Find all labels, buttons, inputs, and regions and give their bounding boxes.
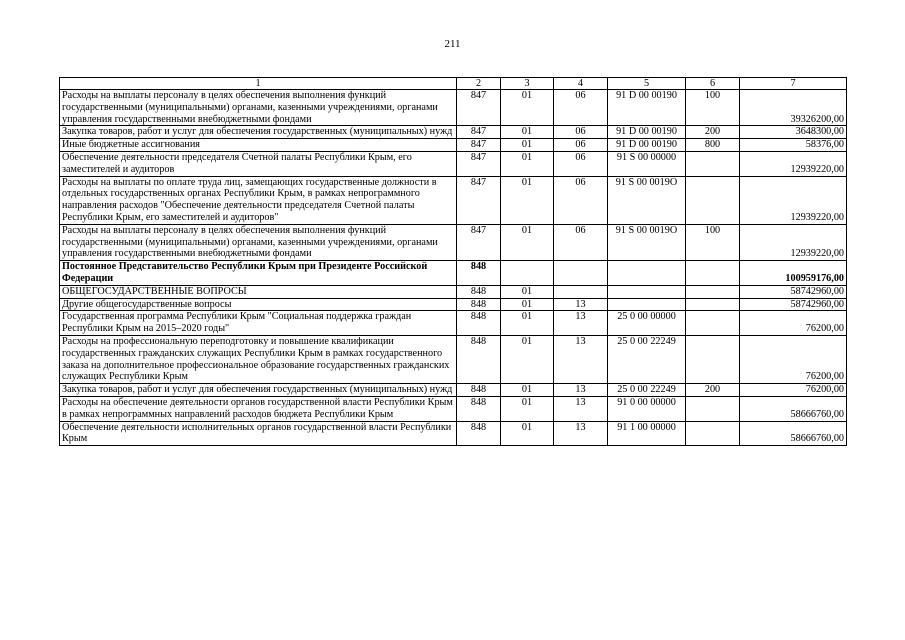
cell-name: Расходы на выплаты персоналу в целях обеспечения выполнения функций государственными (муниципальными) органами, казенными учреждениями, органами управления государственными внебюджетными фондами bbox=[60, 90, 457, 126]
cell-name: Обеспечение деятельности председателя Счетной палаты Республики Крым, его заместителей и аудиторов bbox=[60, 151, 457, 176]
table-row bbox=[60, 261, 847, 286]
cell-subsection: 13 bbox=[554, 396, 608, 421]
cell-section: 01 bbox=[501, 311, 554, 336]
cell-ministry-code: 848 bbox=[457, 335, 501, 383]
table-row bbox=[60, 139, 847, 152]
cell-ministry-code: 847 bbox=[457, 176, 501, 224]
cell-target-article bbox=[608, 285, 686, 298]
cell-target-article: 91 S 00 0019O bbox=[608, 176, 686, 224]
header-cell: 3 bbox=[501, 78, 554, 90]
cell-amount: 3648300,00 bbox=[740, 126, 847, 139]
cell-amount: 76200,00 bbox=[740, 384, 847, 397]
cell-name: Расходы на выплаты персоналу в целях обеспечения выполнения функций государственными (муниципальными) органами, казенными учреждениями, органами управления государственными внебюджетными фондами bbox=[60, 224, 457, 260]
cell-expense-type: 200 bbox=[686, 126, 740, 139]
cell-section: 01 bbox=[501, 176, 554, 224]
cell-ministry-code: 848 bbox=[457, 384, 501, 397]
cell-subsection: 06 bbox=[554, 224, 608, 260]
cell-target-article: 91 1 00 00000 bbox=[608, 421, 686, 446]
cell-subsection: 13 bbox=[554, 421, 608, 446]
cell-ministry-code: 848 bbox=[457, 396, 501, 421]
table-row bbox=[60, 335, 847, 383]
cell-section: 01 bbox=[501, 335, 554, 383]
cell-ministry-code: 847 bbox=[457, 90, 501, 126]
cell-section: 01 bbox=[501, 139, 554, 152]
cell-expense-type bbox=[686, 335, 740, 383]
cell-section: 01 bbox=[501, 90, 554, 126]
cell-expense-type: 200 bbox=[686, 384, 740, 397]
cell-expense-type bbox=[686, 311, 740, 336]
cell-ministry-code: 848 bbox=[457, 421, 501, 446]
cell-expense-type bbox=[686, 298, 740, 311]
cell-expense-type: 100 bbox=[686, 90, 740, 126]
table-row bbox=[60, 90, 847, 126]
header-cell: 7 bbox=[740, 78, 847, 90]
cell-subsection: 06 bbox=[554, 126, 608, 139]
header-cell: 1 bbox=[60, 78, 457, 90]
table-row bbox=[60, 151, 847, 176]
cell-section: 01 bbox=[501, 384, 554, 397]
cell-target-article: 91 D 00 00190 bbox=[608, 90, 686, 126]
table-row bbox=[60, 384, 847, 397]
cell-subsection: 06 bbox=[554, 176, 608, 224]
cell-target-article: 91 D 00 00190 bbox=[608, 139, 686, 152]
cell-section bbox=[501, 261, 554, 286]
cell-name: Постоянное Представительство Республики Крым при Президенте Российской Федерации bbox=[60, 261, 457, 286]
cell-section: 01 bbox=[501, 224, 554, 260]
cell-amount: 58376,00 bbox=[740, 139, 847, 152]
cell-amount: 58666760,00 bbox=[740, 421, 847, 446]
cell-subsection bbox=[554, 285, 608, 298]
cell-amount: 12939220,00 bbox=[740, 151, 847, 176]
cell-target-article: 91 D 00 00190 bbox=[608, 126, 686, 139]
header-row bbox=[60, 78, 847, 90]
table-row bbox=[60, 126, 847, 139]
cell-expense-type bbox=[686, 151, 740, 176]
cell-ministry-code: 847 bbox=[457, 126, 501, 139]
cell-amount: 58666760,00 bbox=[740, 396, 847, 421]
cell-subsection: 06 bbox=[554, 139, 608, 152]
cell-subsection bbox=[554, 261, 608, 286]
cell-section: 01 bbox=[501, 298, 554, 311]
cell-name: Расходы на профессиональную переподготовку и повышение квалификации государственных гражданских служащих Республики Крым в рамках государственного заказа на дополнительное профессиональное образование государственных гражданских служащих Республики Крым bbox=[60, 335, 457, 383]
header-cell: 6 bbox=[686, 78, 740, 90]
cell-name: Другие общегосударственные вопросы bbox=[60, 298, 457, 311]
cell-ministry-code: 848 bbox=[457, 311, 501, 336]
cell-target-article: 25 0 00 22249 bbox=[608, 335, 686, 383]
header-cell: 5 bbox=[608, 78, 686, 90]
cell-subsection: 13 bbox=[554, 311, 608, 336]
table-row bbox=[60, 311, 847, 336]
cell-name: Расходы на обеспечение деятельности органов государственной власти Республики Крым в рамках непрограммных направлений расходов бюджета Республики Крым bbox=[60, 396, 457, 421]
cell-expense-type bbox=[686, 285, 740, 298]
cell-subsection: 06 bbox=[554, 90, 608, 126]
cell-section: 01 bbox=[501, 285, 554, 298]
table-row bbox=[60, 298, 847, 311]
table-row bbox=[60, 224, 847, 260]
cell-ministry-code: 847 bbox=[457, 151, 501, 176]
table-row bbox=[60, 421, 847, 446]
cell-section: 01 bbox=[501, 151, 554, 176]
header-cell: 2 bbox=[457, 78, 501, 90]
cell-name: Иные бюджетные ассигнования bbox=[60, 139, 457, 152]
cell-ministry-code: 847 bbox=[457, 224, 501, 260]
cell-name: Государственная программа Республики Крым "Социальная поддержка граждан Республики Крым на 2015–2020 годы" bbox=[60, 311, 457, 336]
cell-target-article bbox=[608, 261, 686, 286]
cell-subsection: 13 bbox=[554, 298, 608, 311]
cell-expense-type bbox=[686, 261, 740, 286]
cell-section: 01 bbox=[501, 126, 554, 139]
cell-amount: 39326200,00 bbox=[740, 90, 847, 126]
cell-target-article: 91 S 00 0019O bbox=[608, 224, 686, 260]
cell-ministry-code: 848 bbox=[457, 298, 501, 311]
cell-amount: 12939220,00 bbox=[740, 176, 847, 224]
cell-name: Закупка товаров, работ и услуг для обеспечения государственных (муниципальных) нужд bbox=[60, 126, 457, 139]
cell-ministry-code: 848 bbox=[457, 261, 501, 286]
cell-subsection: 06 bbox=[554, 151, 608, 176]
cell-amount: 76200,00 bbox=[740, 335, 847, 383]
cell-amount: 100959176,00 bbox=[740, 261, 847, 286]
cell-target-article: 91 S 00 00000 bbox=[608, 151, 686, 176]
header-cell: 4 bbox=[554, 78, 608, 90]
cell-amount: 12939220,00 bbox=[740, 224, 847, 260]
cell-subsection: 13 bbox=[554, 335, 608, 383]
cell-expense-type: 100 bbox=[686, 224, 740, 260]
cell-ministry-code: 847 bbox=[457, 139, 501, 152]
table-row bbox=[60, 396, 847, 421]
table-row bbox=[60, 176, 847, 224]
cell-amount: 58742960,00 bbox=[740, 285, 847, 298]
cell-target-article: 25 0 00 22249 bbox=[608, 384, 686, 397]
cell-expense-type bbox=[686, 421, 740, 446]
cell-target-article bbox=[608, 298, 686, 311]
cell-target-article: 25 0 00 00000 bbox=[608, 311, 686, 336]
cell-amount: 58742960,00 bbox=[740, 298, 847, 311]
budget-table bbox=[59, 77, 847, 446]
cell-target-article: 91 0 00 00000 bbox=[608, 396, 686, 421]
cell-section: 01 bbox=[501, 421, 554, 446]
cell-expense-type bbox=[686, 176, 740, 224]
cell-name: Закупка товаров, работ и услуг для обеспечения государственных (муниципальных) нужд bbox=[60, 384, 457, 397]
cell-subsection: 13 bbox=[554, 384, 608, 397]
table-row bbox=[60, 285, 847, 298]
page-number: 211 bbox=[444, 38, 461, 50]
cell-name: ОБЩЕГОСУДАРСТВЕННЫЕ ВОПРОСЫ bbox=[60, 285, 457, 298]
cell-ministry-code: 848 bbox=[457, 285, 501, 298]
cell-expense-type bbox=[686, 396, 740, 421]
cell-expense-type: 800 bbox=[686, 139, 740, 152]
cell-amount: 76200,00 bbox=[740, 311, 847, 336]
cell-name: Обеспечение деятельности исполнительных органов государственной власти Республики Крым bbox=[60, 421, 457, 446]
cell-section: 01 bbox=[501, 396, 554, 421]
cell-name: Расходы на выплаты по оплате труда лиц, замещающих государственные должности в отдельных государственных органах Республики Крым, в рамках непрограммного направления расходов "Обеспечение деятельности председателя Счетной палаты Республики Крым, его заместителей и аудиторов" bbox=[60, 176, 457, 224]
